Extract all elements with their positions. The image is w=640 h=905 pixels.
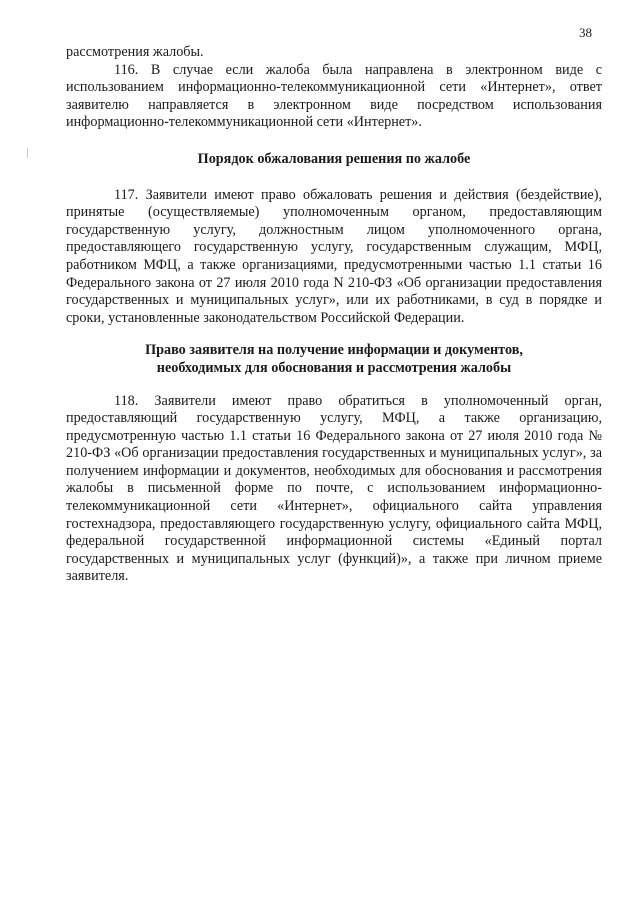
section-heading-info-right-line2: необходимых для обоснования и рассмотрения жалобы xyxy=(156,359,512,376)
spacer xyxy=(66,169,602,187)
document-body xyxy=(66,44,602,586)
spacer xyxy=(66,327,602,342)
paragraph-117: 117. Заявители имеют право обжаловать решения и действия (бездействие), принятые (осуществляемые) уполномоченным органом, предоставляющим государственную услугу, должностным лицом уполномоченного органа, предоставляющего государственную услугу, государственным служащим, МФЦ, работником МФЦ, а также организациями, предусмотренными частью 1.1 статьи 16 Федерального закона от 27 июля 2010 года N 210-ФЗ «Об организации предоставления государственных и муниципальных услуг», или их работниками, в суд в порядке и сроки, установленные законодательством Российской Федерации. xyxy=(66,186,602,326)
paragraph-115-tail: рассмотрения жалобы. xyxy=(66,44,204,60)
section-heading-appeal-procedure: Порядок обжалования решения по жалобе xyxy=(197,150,471,167)
spacer xyxy=(66,132,602,151)
page-number: 38 xyxy=(579,25,592,40)
section-heading-info-right-line1: Право заявителя на получение информации и документов, xyxy=(145,342,523,359)
scan-mark xyxy=(27,148,28,158)
section-heading-info-right xyxy=(66,342,602,377)
spacer xyxy=(66,378,602,393)
paragraph-118: 118. Заявители имеют право обратиться в уполномоченный орган, предоставляющий государственную услугу, МФЦ, а также организацию, предусмотренную частью 1.1 статьи 16 Федерального закона от 27 июля 2010 года № 210-ФЗ «Об организации предоставления государственных и муниципальных услуг», за получением информации и документов, необходимых для обоснования и рассмотрения жалобы в письменной форме по почте, с использованием информационно-телекоммуникационной сети «Интернет», официального сайта управления гостехнадзора, предоставляющего государственную услугу, официального сайта МФЦ, федеральной государственной информационной системы «Единый портал государственных и муниципальных услуг (функций)», а также при личном приеме заявителя. xyxy=(66,392,602,585)
paragraph-116: 116. В случае если жалоба была направлена в электронном виде с использованием информационно-телекоммуникационной сети «Интернет», ответ заявителю направляется в электронном виде посредством использования информационно-телекоммуникационной сети «Интернет». xyxy=(66,61,602,131)
